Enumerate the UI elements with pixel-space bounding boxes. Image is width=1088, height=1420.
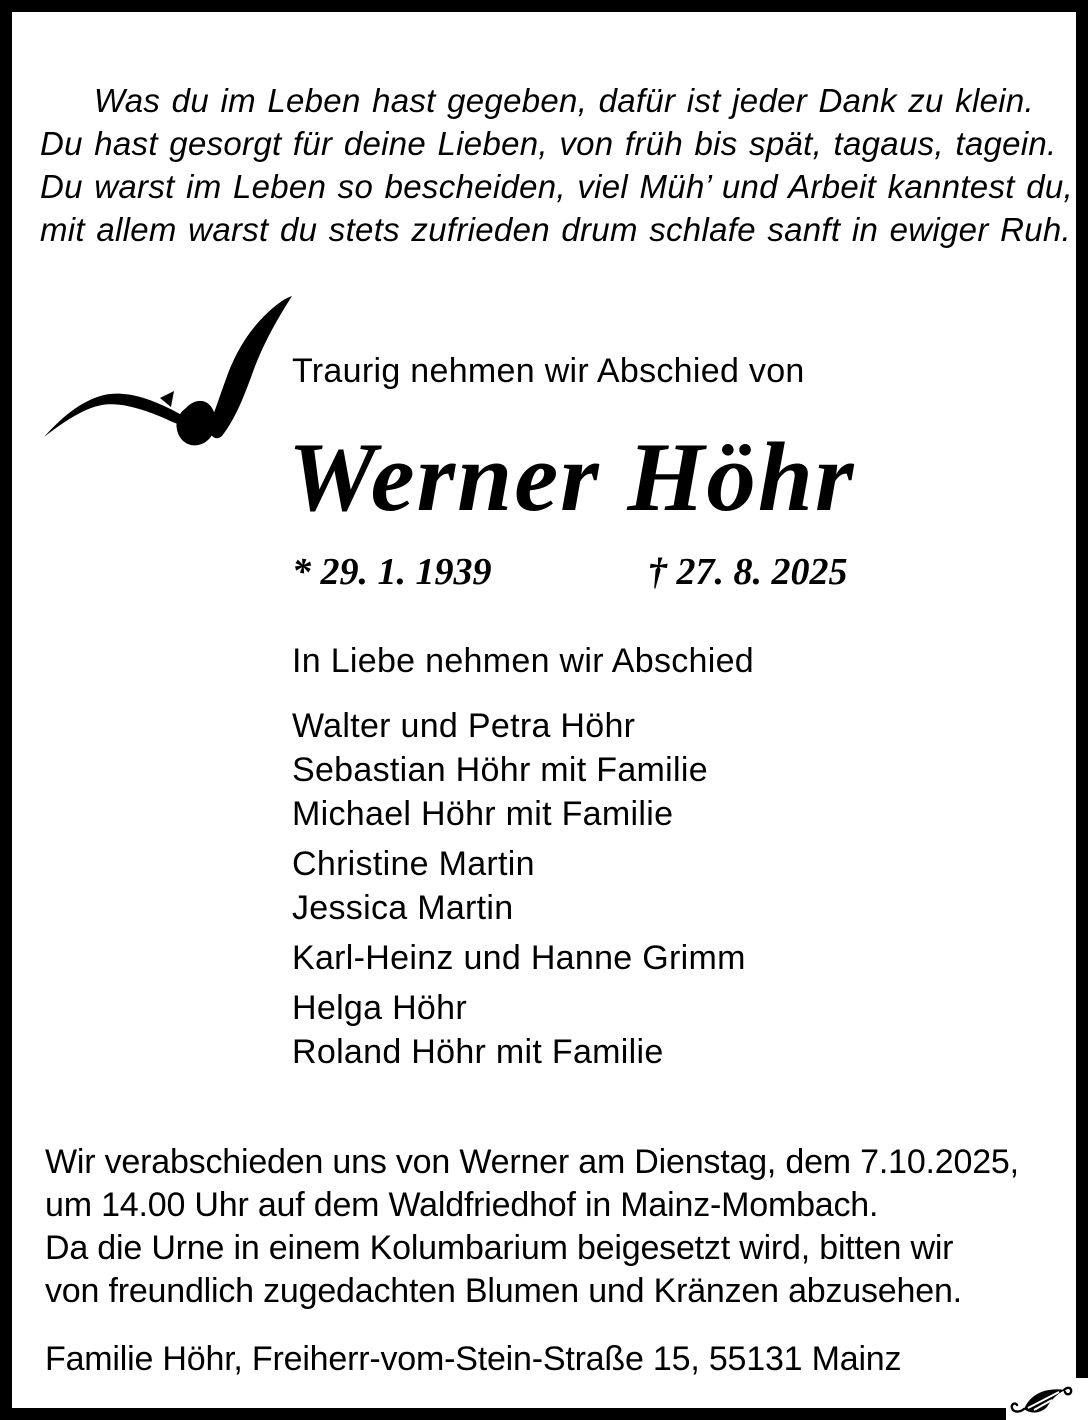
announcement-line: um 14.00 Uhr auf dem Waldfriedhof in Mainz-Mombach. xyxy=(45,1186,879,1224)
mourner-group xyxy=(292,704,746,836)
mourner-name: Sebastian Höhr mit Familie xyxy=(292,751,708,789)
mourner-group xyxy=(292,842,746,930)
mourner-name: Jessica Martin xyxy=(292,889,514,927)
farewell-heading: In Liebe nehmen wir Abschied xyxy=(292,642,755,680)
poem-line: Du warst im Leben so bescheiden, viel Müh’ und Arbeit kanntest du, xyxy=(40,168,1073,205)
poem-line: Du hast gesorgt für deine Lieben, von früh bis spät, tagaus, tagein. xyxy=(40,125,1057,162)
announcement-line: Wir verabschieden uns von Werner am Dienstag, dem 7.10.2025, xyxy=(45,1143,1019,1181)
mourner-name: Christine Martin xyxy=(292,845,535,883)
poem-line: mit allem warst du stets zufrieden drum schlafe sanft in ewiger Ruh. xyxy=(40,211,1071,248)
mourners-list xyxy=(292,704,746,1080)
deceased-name: Werner Höhr xyxy=(288,423,856,532)
death-date: † 27. 8. 2025 xyxy=(648,551,848,593)
intro-line: Traurig nehmen wir Abschied von xyxy=(292,352,805,390)
leaf-flourish-icon xyxy=(1009,1383,1073,1415)
poem-line: Was du im Leben hast gegeben, dafür ist jeder Dank zu klein. xyxy=(93,82,1034,119)
family-address: Familie Höhr, Freiherr-vom-Stein-Straße 15, 55131 Mainz xyxy=(45,1340,902,1378)
mourner-name: Michael Höhr mit Familie xyxy=(292,795,674,833)
announcement-line: Da die Urne in einem Kolumbarium beigesetzt wird, bitten wir xyxy=(45,1229,954,1267)
mourner-name: Karl-Heinz und Hanne Grimm xyxy=(292,939,746,977)
mourner-name: Walter und Petra Höhr xyxy=(292,707,636,745)
mourner-group xyxy=(292,986,746,1074)
mourner-name: Roland Höhr mit Familie xyxy=(292,1033,664,1071)
condolence-poem xyxy=(40,79,1073,251)
birth-date: * 29. 1. 1939 xyxy=(292,551,492,593)
mourner-name: Helga Höhr xyxy=(292,989,467,1027)
funeral-announcement xyxy=(45,1141,1019,1313)
corner-notch xyxy=(1006,1378,1088,1420)
mourner-group xyxy=(292,936,746,980)
bird-icon xyxy=(40,296,302,448)
announcement-line: von freundlich zugedachten Blumen und Kränzen abzusehen. xyxy=(45,1272,962,1310)
